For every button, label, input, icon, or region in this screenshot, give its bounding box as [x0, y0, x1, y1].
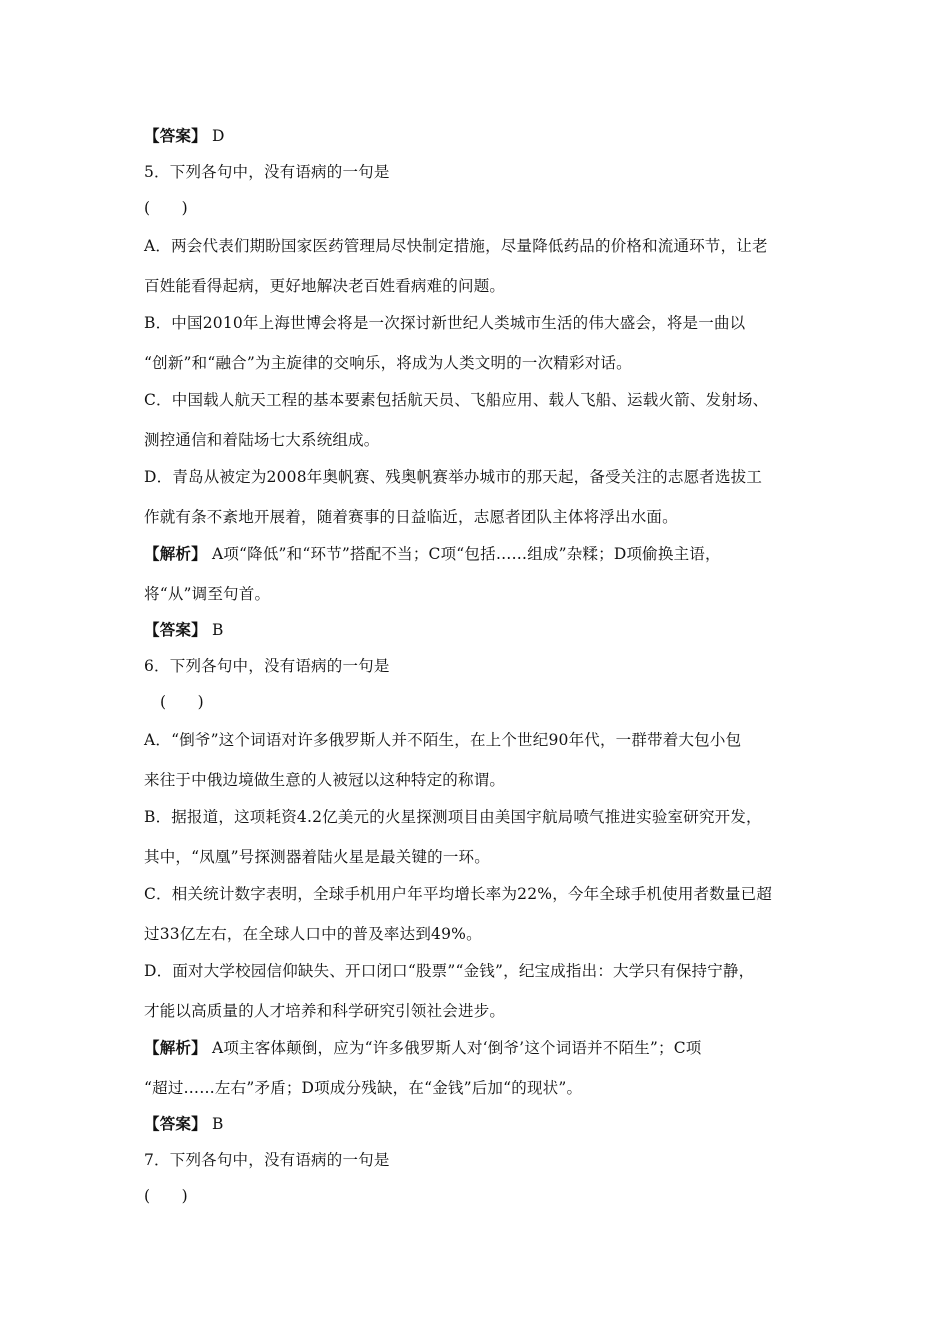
question-6-title: 6．下列各句中，没有语病的一句是 [144, 657, 390, 675]
answer-text: B [206, 1115, 224, 1133]
answer-text: D [206, 127, 225, 145]
question-6-blank: ( ) [160, 693, 204, 711]
question-6-option-a-line1: A．“倒爷”这个词语对许多俄罗斯人并不陌生，在上个世纪90年代，一群带着大包小包 [144, 731, 742, 749]
answer-line [144, 1114, 824, 1134]
analysis-tag: 【解析】 [144, 1038, 207, 1057]
question-7-title: 7．下列各句中，没有语病的一句是 [144, 1151, 390, 1169]
answer-text: B [206, 621, 224, 639]
question-6-option-d-line2: 才能以高质量的人才培养和科学研究引领社会进步。 [144, 1002, 506, 1020]
question-6-option-c-line1: C．相关统计数字表明，全球手机用户年平均增长率为22%，今年全球手机使用者数量已超 [144, 885, 773, 903]
question-6-option-c-line2: 过33亿左右，在全球人口中的普及率达到49%。 [144, 925, 482, 943]
question-5-option-d-line1: D．青岛从被定为2008年奥帆赛、残奥帆赛举办城市的那天起，备受关注的志愿者选拔工 [144, 468, 763, 486]
analysis-line [144, 1038, 824, 1058]
question-5-option-c-line1: C．中国载人航天工程的基本要素包括航天员、飞船应用、载人飞船、运载火箭、发射场、 [144, 391, 769, 409]
question-5-option-b-line2: “创新”和“融合”为主旋律的交响乐，将成为人类文明的一次精彩对话。 [144, 354, 632, 372]
answer-tag: 【答案】 [144, 620, 207, 639]
answer-tag: 【答案】 [144, 1114, 207, 1133]
answer-line [144, 620, 824, 640]
question-5-title: 5．下列各句中，没有语病的一句是 [144, 163, 390, 181]
analysis-line [144, 544, 824, 564]
analysis-text: A项主客体颠倒，应为“许多俄罗斯人对‘倒爷’这个词语并不陌生”；C项 [206, 1039, 702, 1057]
answer-tag: 【答案】 [144, 126, 207, 145]
analysis-line-2: “超过……左右”矛盾；D项成分残缺，在“金钱”后加“的现状”。 [144, 1079, 583, 1097]
analysis-line-2: 将“从”调至句首。 [144, 585, 271, 603]
question-5-blank: ( ) [144, 199, 188, 217]
question-5-option-d-line2: 作就有条不紊地开展着，随着赛事的日益临近，志愿者团队主体将浮出水面。 [144, 508, 678, 526]
answer-line [144, 126, 824, 146]
analysis-text: A项“降低”和“环节”搭配不当；C项“包括……组成”杂糅；D项偷换主语， [206, 545, 721, 563]
analysis-tag: 【解析】 [144, 544, 207, 563]
question-6-option-b-line2: 其中，“凤凰”号探测器着陆火星是最关键的一环。 [144, 848, 490, 866]
question-5-option-a-line1: A．两会代表们期盼国家医药管理局尽快制定措施，尽量降低药品的价格和流通环节，让老 [144, 237, 768, 255]
question-6-option-a-line2: 来往于中俄边境做生意的人被冠以这种特定的称谓。 [144, 771, 506, 789]
question-6-option-b-line1: B．据报道，这项耗资4.2亿美元的火星探测项目由美国宇航局喷气推进实验室研究开发， [144, 808, 762, 826]
question-5-option-a-line2: 百姓能看得起病，更好地解决老百姓看病难的问题。 [144, 277, 506, 295]
question-5-option-b-line1: B．中国2010年上海世博会将是一次探讨新世纪人类城市生活的伟大盛会，将是一曲以 [144, 314, 746, 332]
question-6-option-d-line1: D．面对大学校园信仰缺失、开口闭口“股票”“金钱”，纪宝成指出：大学只有保持宁静， [144, 962, 755, 980]
question-7-blank: ( ) [144, 1187, 188, 1205]
question-5-option-c-line2: 测控通信和着陆场七大系统组成。 [144, 431, 380, 449]
